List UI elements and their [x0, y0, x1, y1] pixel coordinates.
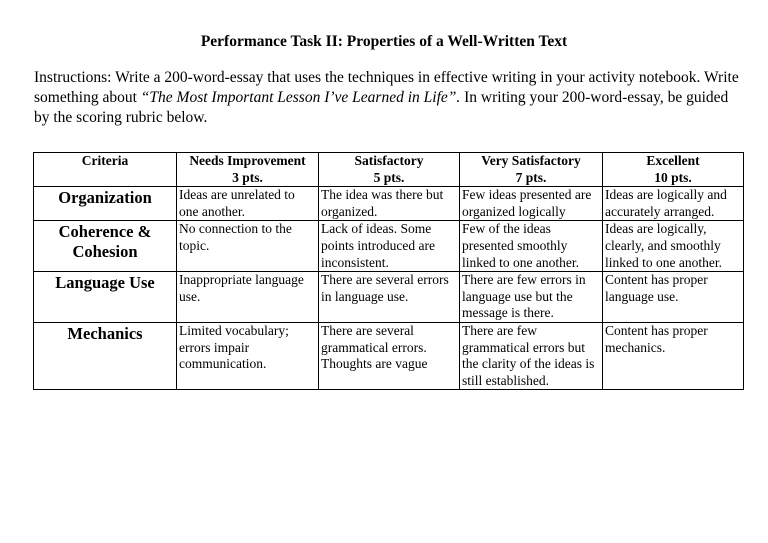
very-satisfactory-cell: Few of the ideas presented smoothly linked to one another.: [460, 221, 603, 272]
header-excellent: [603, 153, 744, 187]
header-points: 5 pts.: [373, 169, 405, 185]
instructions-line2-prefix: Write something about: [34, 69, 739, 106]
rubric-header-row: [34, 153, 744, 187]
header-criteria: [34, 153, 177, 187]
header-points: 10 pts.: [654, 169, 692, 185]
instructions-line1: Instructions: Write a 200-word-essay that uses the techniques in effective writing in your activity notebook.: [34, 69, 701, 86]
header-satisfactory: [319, 153, 460, 187]
excellent-cell: Content has proper mechanics.: [603, 322, 744, 389]
instructions-paragraph: [34, 68, 744, 128]
very-satisfactory-cell: There are few grammatical errors but the clarity of the ideas is still established.: [460, 322, 603, 389]
excellent-cell: Content has proper language use.: [603, 272, 744, 323]
criteria-cell: Coherence & Cohesion: [34, 221, 177, 272]
header-very-satisfactory: [460, 153, 603, 187]
very-satisfactory-cell: There are few errors in language use but the message is there.: [460, 272, 603, 323]
header-label: Criteria: [81, 153, 129, 168]
needs-improvement-cell: No connection to the topic.: [177, 221, 319, 272]
header-points: 7 pts.: [515, 169, 547, 185]
criteria-cell: Mechanics: [34, 322, 177, 389]
criteria-cell: Language Use: [34, 272, 177, 323]
instructions-line2-suffix: In writing your 200-word-essay, be guided by the scoring rubric below.: [34, 89, 729, 126]
header-label: Needs Improvement: [189, 153, 306, 168]
excellent-cell: Ideas are logically and accurately arranged.: [603, 187, 744, 221]
header-label: Very Satisfactory: [481, 153, 581, 168]
needs-improvement-cell: Inappropriate language use.: [177, 272, 319, 323]
criteria-cell: Organization: [34, 187, 177, 221]
excellent-cell: Ideas are logically, clearly, and smoothly linked to one another.: [603, 221, 744, 272]
rubric-row-coherence-cohesion: [34, 221, 744, 272]
header-points: 3 pts.: [232, 169, 263, 185]
needs-improvement-cell: Ideas are unrelated to one another.: [177, 187, 319, 221]
satisfactory-cell: There are several errors in language use.: [319, 272, 460, 323]
satisfactory-cell: Lack of ideas. Some points introduced are inconsistent.: [319, 221, 460, 272]
satisfactory-cell: There are several grammatical errors. Thoughts are vague: [319, 322, 460, 389]
needs-improvement-cell: Limited vocabulary; errors impair communication.: [177, 322, 319, 389]
document-title: Performance Task II: Properties of a Well-Written Text: [200, 33, 568, 50]
satisfactory-cell: The idea was there but organized.: [319, 187, 460, 221]
rubric-row-language-use: [34, 272, 744, 323]
scoring-rubric-table: [33, 152, 744, 390]
header-label: Satisfactory: [354, 153, 424, 168]
rubric-row-mechanics: [34, 322, 744, 389]
header-needs-improvement: [177, 153, 319, 187]
header-label: Excellent: [646, 153, 700, 168]
essay-topic-quote: “The Most Important Lesson I’ve Learned in Life”.: [140, 89, 461, 106]
rubric-row-organization: [34, 187, 744, 221]
very-satisfactory-cell: Few ideas presented are organized logically: [460, 187, 603, 221]
